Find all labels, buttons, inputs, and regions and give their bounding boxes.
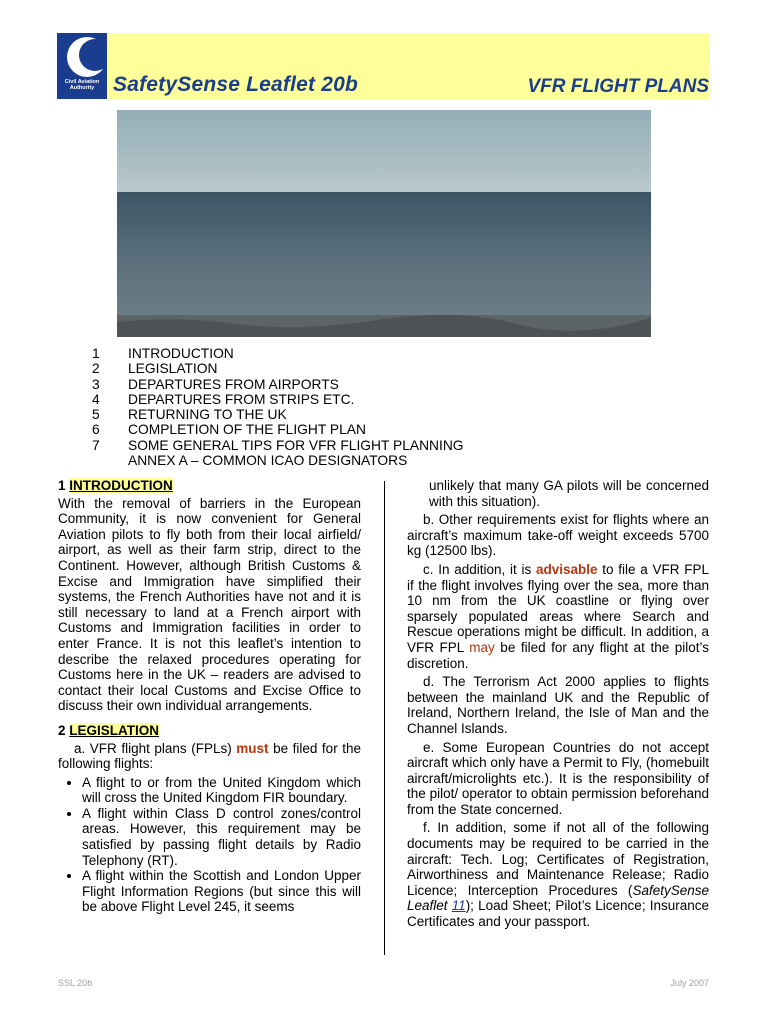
section-1-heading [58,478,361,494]
list-item: • A flight within the Scottish and London Upper Flight Information Regions (but since this will be above Flight Level 245, it seems [82,868,361,915]
bullet-continuation: unlikely that many GA pilots will be concerned with this situation). [429,478,709,509]
right-column [407,478,709,933]
footer-reference: SSL 20b [58,978,93,988]
paragraph-c [407,562,709,671]
footer-date: July 2007 [670,978,709,988]
paragraph-b: b. Other requirements exist for flights where an aircraft’s maximum take-off weight exceeds 5700 kg (12500 lbs). [407,512,709,559]
contents-label: SOME GENERAL TIPS FOR VFR FLIGHT PLANNING [128,437,464,453]
leaflet-title: SafetySense Leaflet 20b [113,73,359,96]
paragraph-f-text-end: ); Load Sheet; Pilot’s Licence; Insurance Certificates and your passport. [407,898,709,930]
section-2a-paragraph [58,741,361,772]
advisable-emphasis: advisable [535,561,598,577]
leaflet-11-link[interactable]: 11 [451,898,466,914]
contents-number [92,453,128,468]
section-1-title: INTRODUCTION [69,478,173,493]
paragraph-c-text: c. In addition, it is [423,561,536,577]
contents-item [92,377,464,392]
sea-photo [117,110,651,337]
contents-list [92,346,464,468]
must-emphasis: must [236,740,269,756]
contents-item [92,438,464,453]
contents-label: LEGISLATION [128,361,218,377]
contents-number: 5 [92,407,100,423]
leaflet-subject: VFR FLIGHT PLANS [527,76,709,97]
list-item: • A flight to or from the United Kingdom which will cross the United Kingdom FIR boundary. [82,775,361,806]
contents-label: ANNEX A – COMMON ICAO DESIGNATORS [128,453,408,469]
may-emphasis: may [469,639,495,655]
paragraph-d: d. The Terrorism Act 2000 applies to flights between the mainland UK and the Republic of Ireland, Northern Ireland, the Isle of Man and the Channel Islands. [407,674,709,736]
contents-number: 4 [92,391,100,407]
contents-number: 6 [92,422,100,438]
contents-number: 1 [92,346,100,361]
paragraph-c-text-end: be filed for any flight at the pilot’s discretion. [407,639,709,671]
contents-item [92,422,464,437]
sea-photo-image [117,110,651,337]
contents-item [92,361,464,376]
section-2a-text: a. VFR flight plans (FPLs) [74,740,237,756]
contents-label: DEPARTURES FROM STRIPS ETC. [128,391,355,407]
paragraph-e: e. Some European Countries do not accept aircraft which only have a Permit to Fly, (homebuilt aircraft/microlights etc.). It is the responsibility of the pilot/ operator to obtain permission beforehand from the State concerned. [407,739,709,817]
leaflet-reference-italic: SafetySense Leaflet [407,882,709,914]
contents-item [92,346,464,361]
contents-number: 7 [92,437,100,453]
column-divider [384,481,385,955]
contents-item [92,453,464,468]
left-column [58,478,361,917]
list-item: • A flight within Class D control zones/control areas. However, this requirement may be satisfied by passing flight details by Radio Telephony (RT). [82,806,361,868]
flight-requirements-list [58,775,361,915]
caa-logo [57,33,107,99]
section-1-body: With the removal of barriers in the European Community, it is now convenient for General Aviation pilots to fly both from their local airfield/ airport, as well as their farm strip, direct to the Continent. However, although British Customs & Excise and Immigration have simplified their systems, the French Authorities have not and it is still necessary to land at a French airport with Customs and Immigration facilities in order to enter France. It is not this leaflet’s intention to describe the relaxed procedures operating for Customs here in the UK – readers are advised to contact their local Customs and Excise Office to discuss their own individual arrangements. [58,495,361,714]
section-2a-text-end: be filed for the following flights: [58,740,361,772]
contents-item [92,407,464,422]
section-2-heading [58,723,361,739]
contents-item [92,392,464,407]
section-2-title: LEGISLATION [69,722,160,738]
contents-label: RETURNING TO THE UK [128,407,287,423]
contents-number: 2 [92,361,100,377]
contents-label: COMPLETION OF THE FLIGHT PLAN [128,422,366,438]
contents-label: INTRODUCTION [128,346,234,361]
contents-number: 3 [92,376,100,392]
section-2-number: 2 [58,722,66,738]
section-1-number: 1 [58,478,66,493]
contents-label: DEPARTURES FROM AIRPORTS [128,376,339,392]
paragraph-f-text: f. In addition, some if not all of the following documents may be required to be carried in the aircraft: Tech. Log; Certificates of Registration, Airworthiness and Maintenance Release; Radio Licence; Interception Procedures ( [407,820,709,898]
logo-text: Civil Aviation Authority [64,79,100,91]
paragraph-f [407,820,709,929]
paragraph-c-text-mid: to file a VFR FPL if the flight involves flying over the sea, more than 10 nm from the UK coastline or flying over sparsely populated areas where Search and Rescue operations might be difficult. In addition, a VFR FPL [407,561,709,655]
